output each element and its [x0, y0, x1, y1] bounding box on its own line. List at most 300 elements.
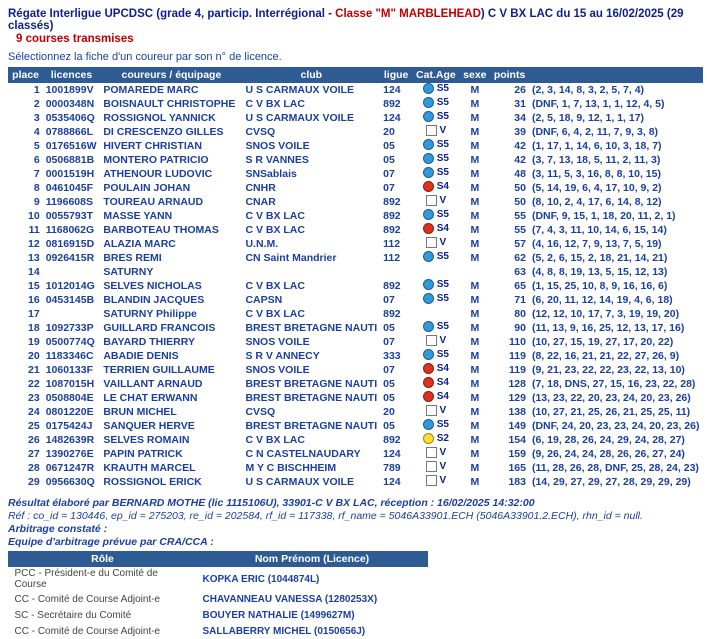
- cell-cat-age: [412, 391, 459, 405]
- cell-cat-age: [412, 307, 459, 321]
- cell-club: CNAR: [245, 196, 276, 208]
- col-cat-age: [412, 68, 459, 83]
- jury-role: CC - Comité de Course Adjoint-e: [14, 625, 161, 637]
- cell-club: S R VANNES: [245, 154, 309, 166]
- cell-cat-age: [412, 251, 459, 265]
- licence-link[interactable]: 0001519H: [45, 168, 95, 180]
- cell-cat-age: [412, 349, 459, 363]
- cell-ligue: 20: [383, 126, 395, 138]
- cell-ligue: 892: [383, 280, 401, 292]
- cell-competitor: POULAIN JOHAN: [103, 182, 191, 194]
- jury-role: PCC - Président-e du Comité de Course: [14, 568, 158, 590]
- cell-cat-age: [412, 377, 459, 391]
- instruction-text: Sélectionnez la fiche d'un coureur par son n° de licence.: [8, 51, 282, 63]
- races-count: 9 courses transmises: [16, 33, 134, 45]
- cell-points: 39: [514, 126, 526, 138]
- cell-sexe: M: [470, 168, 480, 180]
- col-licences: licences: [43, 68, 101, 83]
- jury-row: [9, 567, 428, 592]
- cell-place: 23: [28, 392, 40, 404]
- table-row: [9, 349, 703, 363]
- cell-ligue: 124: [383, 112, 401, 124]
- cell-sexe: M: [470, 322, 480, 334]
- cell-competitor: BRUN MICHEL: [103, 406, 177, 418]
- class-square-icon: [426, 475, 437, 486]
- jury-col-role: Rôle: [9, 552, 197, 567]
- cell-race-detail: (14, 29, 27, 29, 27, 28, 29, 29, 29): [531, 476, 691, 488]
- cell-competitor: DI CRESCENZO GILLES: [103, 126, 224, 138]
- table-row: [9, 181, 703, 195]
- table-row: [9, 475, 703, 489]
- cell-points: 50: [514, 196, 526, 208]
- cell-place: 19: [28, 336, 40, 348]
- cell-points: 42: [514, 140, 526, 152]
- cat-label: S5: [436, 209, 449, 220]
- class-square-icon: [426, 447, 437, 458]
- cell-sexe: M: [470, 84, 480, 96]
- table-row: [9, 125, 703, 139]
- cell-sexe: M: [470, 140, 480, 152]
- cell-race-detail: (9, 21, 23, 22, 22, 23, 22, 13, 10): [531, 364, 685, 376]
- cell-points: 119: [509, 364, 526, 376]
- cell-points: 165: [508, 462, 526, 474]
- jury-table: [8, 551, 428, 639]
- cell-race-detail: (2, 5, 18, 9, 12, 1, 1, 17): [531, 112, 645, 124]
- cell-club: U S CARMAUX VOILE: [245, 84, 354, 96]
- jury-person: CHAVANNEAU VANESSA (1280253X): [202, 593, 378, 605]
- cat-label: S5: [436, 153, 449, 164]
- cell-points: 154: [508, 434, 526, 446]
- cell-competitor: ROSSIGNOL YANNICK: [103, 112, 216, 124]
- cell-ligue: 333: [383, 350, 401, 362]
- cell-place: 28: [28, 462, 40, 474]
- cell-place: 27: [28, 448, 40, 460]
- table-row: [9, 83, 703, 98]
- licence-link[interactable]: 1001899V: [45, 84, 94, 96]
- cell-club: M Y C BISCHHEIM: [245, 462, 337, 474]
- cell-competitor: MASSE YANN: [103, 210, 173, 222]
- table-row: [9, 209, 703, 223]
- licence-link[interactable]: 0500774Q: [45, 336, 95, 348]
- cell-race-detail: (3, 7, 13, 18, 5, 11, 2, 11, 3): [531, 154, 661, 166]
- cell-competitor: BOISNAULT CHRISTOPHE: [103, 98, 236, 110]
- jury-role: CC - Comité de Course Adjoint-e: [14, 593, 161, 605]
- cell-place: 8: [33, 182, 40, 194]
- licence-link[interactable]: 0176516W: [45, 140, 97, 152]
- cell-points: 65: [514, 280, 526, 292]
- cell-race-detail: (6, 20, 11, 12, 14, 19, 4, 6, 18): [531, 294, 673, 306]
- cell-competitor: BRES REMI: [103, 252, 162, 264]
- class-dot-blue-icon: [423, 167, 434, 178]
- col-place: place: [9, 68, 43, 83]
- cell-race-detail: (2, 3, 14, 8, 3, 2, 5, 7, 4): [531, 84, 645, 96]
- class-square-icon: [426, 237, 437, 248]
- cell-race-detail: (3, 11, 5, 3, 16, 8, 8, 10, 15): [531, 168, 661, 180]
- cat-label: S4: [436, 181, 449, 192]
- cat-label: V: [439, 461, 447, 472]
- cell-cat-age: [412, 139, 459, 153]
- cell-club: CVSQ: [245, 406, 276, 418]
- class-square-icon: [426, 335, 437, 346]
- class-dot-blue-icon: [423, 97, 434, 108]
- cell-race-detail: (7, 18, DNS, 27, 15, 16, 23, 22, 28): [531, 378, 696, 390]
- cell-race-detail: (7, 4, 3, 11, 10, 14, 6, 15, 14): [531, 224, 667, 236]
- cell-club: SNSablais: [245, 168, 297, 180]
- cell-race-detail: (DNF, 9, 15, 1, 18, 20, 11, 2, 1): [531, 210, 676, 222]
- licence-link[interactable]: 0055793T: [45, 210, 93, 222]
- class-dot-blue-icon: [423, 251, 434, 262]
- cell-place: 12: [28, 238, 40, 250]
- cell-place: 5: [33, 140, 40, 152]
- cell-points: 55: [514, 210, 526, 222]
- cell-points: 149: [508, 420, 526, 432]
- cell-club: S R V ANNECY: [245, 350, 320, 362]
- licence-link[interactable]: 1012014G: [45, 280, 95, 292]
- cat-label: V: [439, 125, 447, 136]
- cell-club: C V BX LAC: [245, 308, 305, 320]
- table-row: [9, 167, 703, 181]
- cell-club: U.N.M.: [245, 238, 279, 250]
- cell-cat-age: [412, 293, 459, 307]
- cell-race-detail: (4, 8, 8, 19, 13, 5, 15, 12, 13): [531, 266, 668, 278]
- cell-place: 4: [33, 126, 40, 138]
- cell-sexe: M: [470, 210, 480, 222]
- table-row: [9, 405, 703, 419]
- cell-points: 119: [509, 350, 526, 362]
- cell-ligue: 124: [383, 84, 401, 96]
- class-dot-red-icon: [423, 363, 434, 374]
- cell-place: 10: [28, 210, 40, 222]
- cell-points: 183: [508, 476, 526, 488]
- cell-cat-age: [412, 475, 459, 489]
- cell-sexe: M: [470, 308, 480, 320]
- cell-place: 11: [28, 224, 40, 236]
- licence-link[interactable]: 0816915D: [45, 238, 95, 250]
- cell-competitor: ABADIE DENIS: [103, 350, 179, 362]
- cell-competitor: BARBOTEAU THOMAS: [103, 224, 219, 236]
- cell-competitor: TOUREAU ARNAUD: [103, 196, 204, 208]
- licence-link[interactable]: 1183346C: [45, 350, 94, 362]
- cell-ligue: 07: [383, 294, 395, 306]
- footer-block: [8, 497, 701, 548]
- page-title: [8, 8, 701, 32]
- cell-sexe: M: [470, 476, 480, 488]
- cell-ligue: 05: [383, 378, 395, 390]
- cat-label: V: [439, 335, 447, 346]
- cell-club: CNHR: [245, 182, 276, 194]
- cell-race-detail: (5, 14, 19, 6, 4, 17, 10, 9, 2): [531, 182, 662, 194]
- cell-competitor: POMAREDE MARC: [103, 84, 199, 96]
- licence-link[interactable]: 0956630Q: [45, 476, 95, 488]
- cell-ligue: 789: [383, 462, 401, 474]
- cell-ligue: 05: [383, 322, 395, 334]
- table-row: [9, 321, 703, 335]
- cell-race-detail: (13, 23, 22, 20, 23, 24, 20, 23, 26): [531, 392, 691, 404]
- cat-label: V: [439, 405, 447, 416]
- cell-ligue: 892: [383, 98, 401, 110]
- cell-competitor: KRAUTH MARCEL: [103, 462, 196, 474]
- cell-place: 24: [28, 406, 40, 418]
- cell-race-detail: (DNF, 24, 20, 23, 23, 24, 20, 23, 26): [531, 420, 700, 432]
- licence-link[interactable]: 0506881B: [45, 154, 95, 166]
- cell-sexe: M: [470, 182, 480, 194]
- licence-link[interactable]: 0788866L: [45, 126, 93, 138]
- licence-link[interactable]: 0000348N: [45, 98, 95, 110]
- licence-link[interactable]: [43, 307, 101, 321]
- cell-race-detail: (4, 16, 12, 7, 9, 13, 7, 5, 19): [531, 238, 662, 250]
- cell-competitor: LE CHAT ERWANN: [103, 392, 198, 404]
- cell-points: 128: [508, 378, 526, 390]
- class-dot-red-icon: [423, 181, 434, 192]
- cell-points: 48: [514, 168, 526, 180]
- cell-race-detail: (10, 27, 21, 25, 26, 21, 25, 25, 11): [531, 406, 691, 418]
- cell-cat-age: [412, 195, 459, 209]
- table-row: [9, 97, 703, 111]
- jury-role: SC - Secrétaire du Comité: [14, 609, 132, 621]
- cell-ligue: 07: [383, 168, 395, 180]
- cat-label: S5: [436, 251, 449, 262]
- licence-link[interactable]: 1087015H: [45, 378, 95, 390]
- licence-link[interactable]: 1390276E: [45, 448, 94, 460]
- class-square-icon: [426, 461, 437, 472]
- class-dot-red-icon: [423, 377, 434, 388]
- cell-place: 14: [28, 266, 40, 278]
- cell-sexe: M: [470, 336, 480, 348]
- cell-competitor: ATHENOUR LUDOVIC: [103, 168, 213, 180]
- cell-cat-age: [412, 405, 459, 419]
- jury-col-person: Nom Prénom (Licence): [197, 552, 428, 567]
- class-dot-blue-icon: [423, 111, 434, 122]
- cell-sexe: M: [470, 350, 480, 362]
- cell-ligue: 07: [383, 364, 395, 376]
- cell-race-detail: (12, 12, 10, 17, 7, 3, 19, 19, 20): [531, 308, 680, 320]
- cell-points: 50: [514, 182, 526, 194]
- cell-ligue: 124: [383, 448, 401, 460]
- cell-race-detail: (DNF, 1, 7, 13, 1, 1, 12, 4, 5): [531, 98, 665, 110]
- cell-points: 80: [514, 308, 526, 320]
- cell-cat-age: [412, 321, 459, 335]
- cell-place: 20: [28, 350, 40, 362]
- table-row: [9, 461, 703, 475]
- cell-sexe: M: [470, 196, 480, 208]
- col-detail: [529, 68, 703, 83]
- cell-points: 55: [514, 224, 526, 236]
- cell-ligue: 05: [383, 140, 395, 152]
- cell-cat-age: [412, 363, 459, 377]
- cat-label: S4: [436, 363, 449, 374]
- table-row: [9, 139, 703, 153]
- cell-race-detail: (6, 19, 28, 26, 24, 29, 24, 28, 27): [531, 434, 685, 446]
- cell-competitor: ALAZIA MARC: [103, 238, 176, 250]
- jury-row: [9, 591, 428, 607]
- cell-club: [242, 265, 380, 279]
- cell-sexe: M: [470, 224, 480, 236]
- table-row: [9, 307, 703, 321]
- cell-ligue: 112: [383, 238, 401, 250]
- cell-sexe: M: [470, 392, 480, 404]
- cell-sexe: M: [470, 238, 480, 250]
- cell-cat-age: [412, 279, 459, 293]
- cell-club: C V BX LAC: [245, 210, 305, 222]
- class-dot-red-icon: [423, 223, 434, 234]
- cat-label: V: [439, 195, 447, 206]
- cell-place: 25: [28, 420, 40, 432]
- class-dot-blue-icon: [423, 139, 434, 150]
- licence-link[interactable]: 0926415R: [45, 252, 95, 264]
- cell-ligue: 892: [383, 196, 401, 208]
- cell-club: U S CARMAUX VOILE: [245, 476, 354, 488]
- licence-link[interactable]: 0671247R: [45, 462, 95, 474]
- table-row: [9, 293, 703, 307]
- cell-ligue: 05: [383, 420, 395, 432]
- cell-cat-age: [412, 97, 459, 111]
- licence-link[interactable]: 1168062G: [45, 224, 95, 236]
- cell-place: 15: [28, 280, 40, 292]
- jury-person: BOUYER NATHALIE (1499627M): [202, 609, 355, 621]
- footer-arbitrage: Arbitrage constaté :: [8, 523, 108, 535]
- cell-competitor: VAILLANT ARNAUD: [103, 378, 203, 390]
- licence-link[interactable]: 1196608S: [45, 196, 93, 208]
- cell-cat-age: [412, 111, 459, 125]
- jury-row: [9, 607, 428, 623]
- cell-points: 129: [508, 392, 526, 404]
- cell-ligue: 20: [383, 406, 395, 418]
- cell-place: 7: [33, 168, 40, 180]
- jury-person: KOPKA ERIC (1044874L): [202, 573, 320, 585]
- cat-label: S5: [436, 83, 449, 94]
- cell-place: 26: [28, 434, 40, 446]
- class-dot-blue-icon: [423, 83, 434, 94]
- class-square-icon: [426, 125, 437, 136]
- cell-club: CN Saint Mandrier: [245, 252, 337, 264]
- licence-link[interactable]: 0175424J: [45, 420, 93, 432]
- table-row: [9, 265, 703, 279]
- cell-points: 31: [514, 98, 526, 110]
- licence-link[interactable]: 0508804E: [45, 392, 94, 404]
- cell-points: 159: [508, 448, 526, 460]
- cell-place: 18: [28, 322, 40, 334]
- cell-sexe: M: [470, 434, 480, 446]
- cell-club: BREST BRETAGNE NAUTI: [245, 420, 378, 432]
- cell-club: SNOS VOILE: [245, 336, 310, 348]
- cell-club: SNOS VOILE: [245, 140, 310, 152]
- table-row: [9, 377, 703, 391]
- cell-competitor: MONTERO PATRICIO: [103, 154, 209, 166]
- cat-label: V: [439, 237, 447, 248]
- cell-club: CVSQ: [245, 126, 276, 138]
- cell-competitor: TERRIEN GUILLAUME: [103, 364, 215, 376]
- cell-place: 9: [33, 196, 40, 208]
- licence-link[interactable]: [43, 265, 101, 279]
- table-row: [9, 111, 703, 125]
- table-row: [9, 335, 703, 349]
- class-dot-red-icon: [423, 391, 434, 402]
- cell-place: 22: [28, 378, 40, 390]
- licence-link[interactable]: 0461045F: [45, 182, 93, 194]
- class-dot-blue-icon: [423, 209, 434, 220]
- licence-link[interactable]: 0453145B: [45, 294, 95, 306]
- licence-link[interactable]: 0535406Q: [45, 112, 95, 124]
- table-row: [9, 447, 703, 461]
- cell-club: BREST BRETAGNE NAUTI: [245, 322, 378, 334]
- jury-person: SALLABERRY MICHEL (0150656J): [202, 625, 366, 637]
- cell-club: SNOS VOILE: [245, 364, 310, 376]
- cell-points: 63: [514, 266, 526, 278]
- cell-place: 13: [28, 252, 40, 264]
- cell-race-detail: (5, 2, 6, 15, 2, 18, 21, 14, 21): [531, 252, 668, 264]
- cat-label: S5: [436, 97, 449, 108]
- col-points: points: [490, 68, 529, 83]
- cell-sexe: M: [470, 406, 480, 418]
- cell-points: 34: [514, 112, 526, 124]
- cell-cat-age: [412, 167, 459, 181]
- cat-label: S5: [436, 349, 449, 360]
- jury-row: [9, 623, 428, 639]
- licence-link[interactable]: 1060133F: [45, 364, 93, 376]
- col-cat: Cat.: [416, 69, 436, 81]
- cell-sexe: M: [470, 378, 480, 390]
- class-square-icon: [426, 195, 437, 206]
- licence-link[interactable]: 1482639R: [45, 434, 95, 446]
- cell-competitor: SANQUER HERVE: [103, 420, 195, 432]
- table-row: [9, 223, 703, 237]
- cell-club: CAPSN: [245, 294, 283, 306]
- table-row: [9, 419, 703, 433]
- col-age: Age: [435, 69, 456, 81]
- footer-author: Résultat élaboré par BERNARD MOTHE (lic 1115106U), 33901-C V BX LAC, réception : 16/02/2025 14:32:00: [8, 497, 535, 509]
- cell-place: 2: [33, 98, 40, 110]
- cell-club: BREST BRETAGNE NAUTI: [245, 378, 378, 390]
- cell-ligue: 05: [383, 154, 395, 166]
- class-dot-blue-icon: [423, 153, 434, 164]
- cell-cat-age: [412, 335, 459, 349]
- cell-competitor: SELVES ROMAIN: [103, 434, 190, 446]
- cell-cat-age: [412, 153, 459, 167]
- cell-ligue: 112: [383, 252, 401, 264]
- cell-place: 29: [28, 476, 40, 488]
- cell-competitor: SATURNY: [103, 266, 154, 278]
- cat-label: S5: [436, 321, 449, 332]
- cell-cat-age: [412, 447, 459, 461]
- cell-sexe: M: [470, 294, 480, 306]
- cell-points: 42: [514, 154, 526, 166]
- cell-sexe: M: [470, 280, 480, 292]
- table-row: [9, 391, 703, 405]
- cell-points: 26: [514, 84, 526, 96]
- licence-link[interactable]: 0801220E: [45, 406, 94, 418]
- cat-label: S4: [436, 391, 449, 402]
- cell-sexe: M: [470, 420, 480, 432]
- cell-points: 62: [514, 252, 526, 264]
- cell-sexe: M: [470, 98, 480, 110]
- class-square-icon: [426, 405, 437, 416]
- cell-competitor: GUILLARD FRANCOIS: [103, 322, 216, 334]
- cell-club: C N CASTELNAUDARY: [245, 448, 361, 460]
- licence-link[interactable]: 1092733P: [45, 322, 94, 334]
- cell-competitor: SELVES NICHOLAS: [103, 280, 202, 292]
- results-table: [8, 67, 703, 489]
- cell-ligue: 892: [383, 308, 401, 320]
- table-row: [9, 237, 703, 251]
- cell-points: 90: [514, 322, 526, 334]
- cell-cat-age: [412, 181, 459, 195]
- cat-label: S5: [436, 111, 449, 122]
- cell-cat-age: [412, 265, 459, 279]
- cell-club: U S CARMAUX VOILE: [245, 112, 354, 124]
- cell-race-detail: (9, 26, 24, 24, 28, 26, 26, 27, 24): [531, 448, 685, 460]
- cell-cat-age: [412, 433, 459, 447]
- cell-competitor: ROSSIGNOL ERICK: [103, 476, 202, 488]
